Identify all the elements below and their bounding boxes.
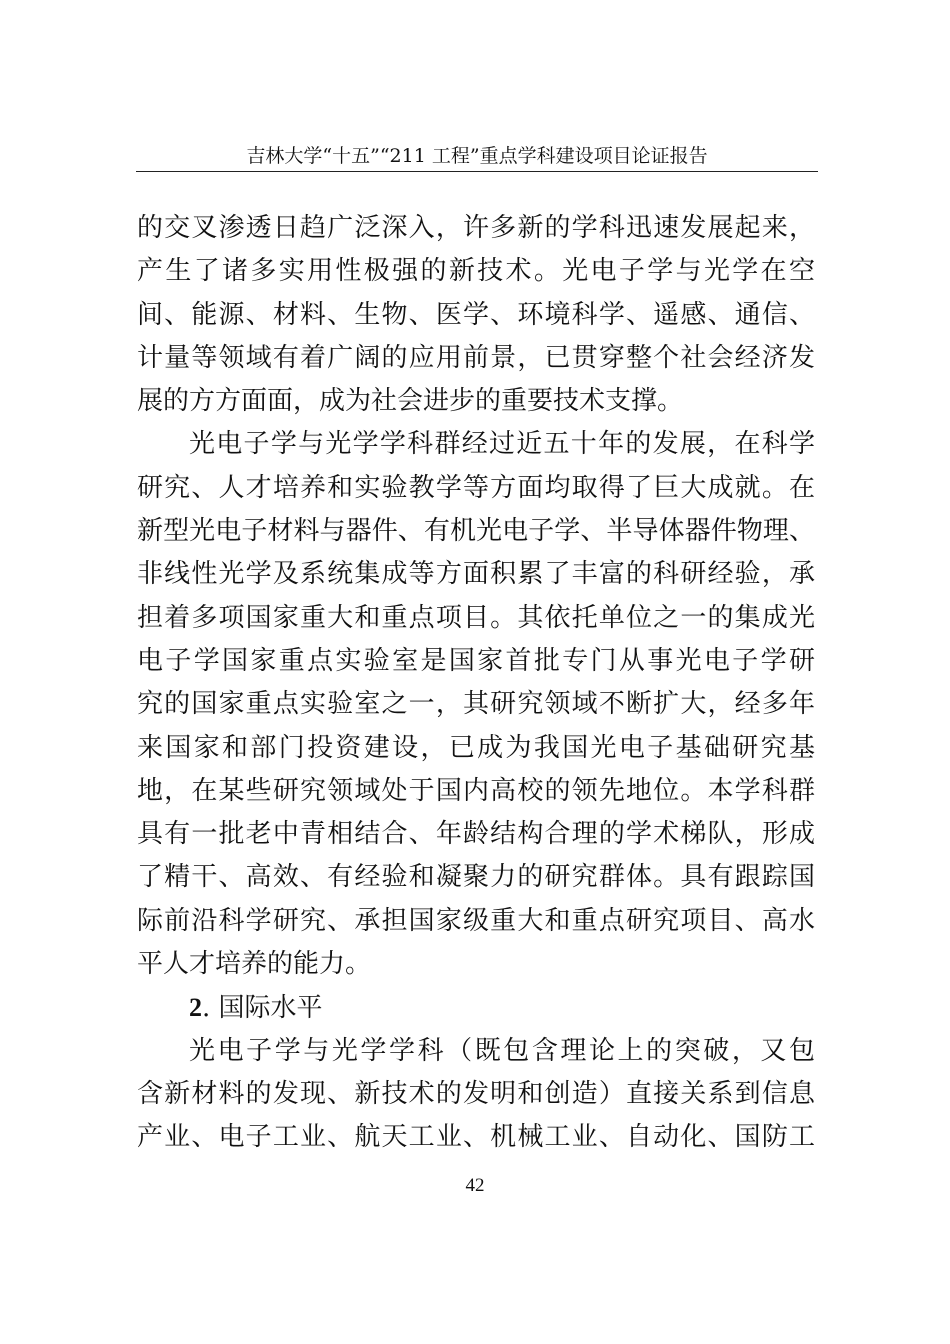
paragraph-1-line: 的交叉渗透日趋广泛深入，许多新的学科迅速发展起来， xyxy=(137,213,815,243)
paragraph-2-line: 新型光电子材料与器件、有机光电子学、半导体器件物理、 xyxy=(137,516,815,547)
paragraph-2-line: 具有一批老中青相结合、年龄结构合理的学术梯队，形成 xyxy=(137,819,815,850)
paragraph-2-line: 际前沿科学研究、承担国家级重大和重点研究项目、高水 xyxy=(137,905,815,936)
paragraph-1-line: 展的方方面面，成为社会进步的重要技术支撑。 xyxy=(137,386,684,417)
section-heading xyxy=(137,986,815,1029)
paragraph-1-line: 产生了诸多实用性极强的新技术。光电子学与光学在空 xyxy=(137,256,815,287)
paragraph-2-line: 了精干、高效、有经验和凝聚力的研究群体。具有跟踪国 xyxy=(137,862,815,893)
paragraph-2-line: 来国家和部门投资建设，已成为我国光电子基础研究基 xyxy=(137,732,815,763)
body-text xyxy=(137,207,815,1160)
paragraph-2-line: 非线性光学及系统集成等方面积累了丰富的科研经验，承 xyxy=(137,559,815,590)
paragraph-3-line: 产业、电子工业、航天工业、机械工业、自动化、国防工 xyxy=(137,1122,815,1153)
paragraph-2-line: 电子学国家重点实验室是国家首批专门从事光电子学研 xyxy=(137,645,815,676)
paragraph-1-line: 间、能源、材料、生物、医学、环境科学、遥感、通信、 xyxy=(137,299,815,330)
section-title: . 国际水平 xyxy=(202,993,323,1024)
paragraph-2-line: 研究、人才培养和实验教学等方面均取得了巨大成就。在 xyxy=(137,472,815,503)
header-rule xyxy=(136,171,818,172)
section-number: 2 xyxy=(189,993,202,1023)
paragraph-1-line: 计量等领域有着广阔的应用前景，已贯穿整个社会经济发 xyxy=(137,342,815,373)
running-header: 吉林大学“十五”“211 工程”重点学科建设项目论证报告 xyxy=(246,145,708,167)
paragraph-3-line: 光电子学与光学学科（既包含理论上的突破，又包 xyxy=(189,1035,815,1066)
paragraph-2-line: 平人才培养的能力。 xyxy=(137,949,372,980)
page-number: 42 xyxy=(465,1175,485,1196)
paragraph-2-line: 地，在某些研究领域处于国内高校的领先地位。本学科群 xyxy=(137,775,815,806)
paragraph-2-line: 担着多项国家重大和重点项目。其依托单位之一的集成光 xyxy=(137,602,815,633)
paragraph-2-line: 究的国家重点实验室之一，其研究领域不断扩大，经多年 xyxy=(137,689,815,720)
paragraph-3-line: 含新材料的发现、新技术的发明和创造）直接关系到信息 xyxy=(137,1078,815,1109)
paragraph-2-line: 光电子学与光学学科群经过近五十年的发展，在科学 xyxy=(189,429,815,460)
